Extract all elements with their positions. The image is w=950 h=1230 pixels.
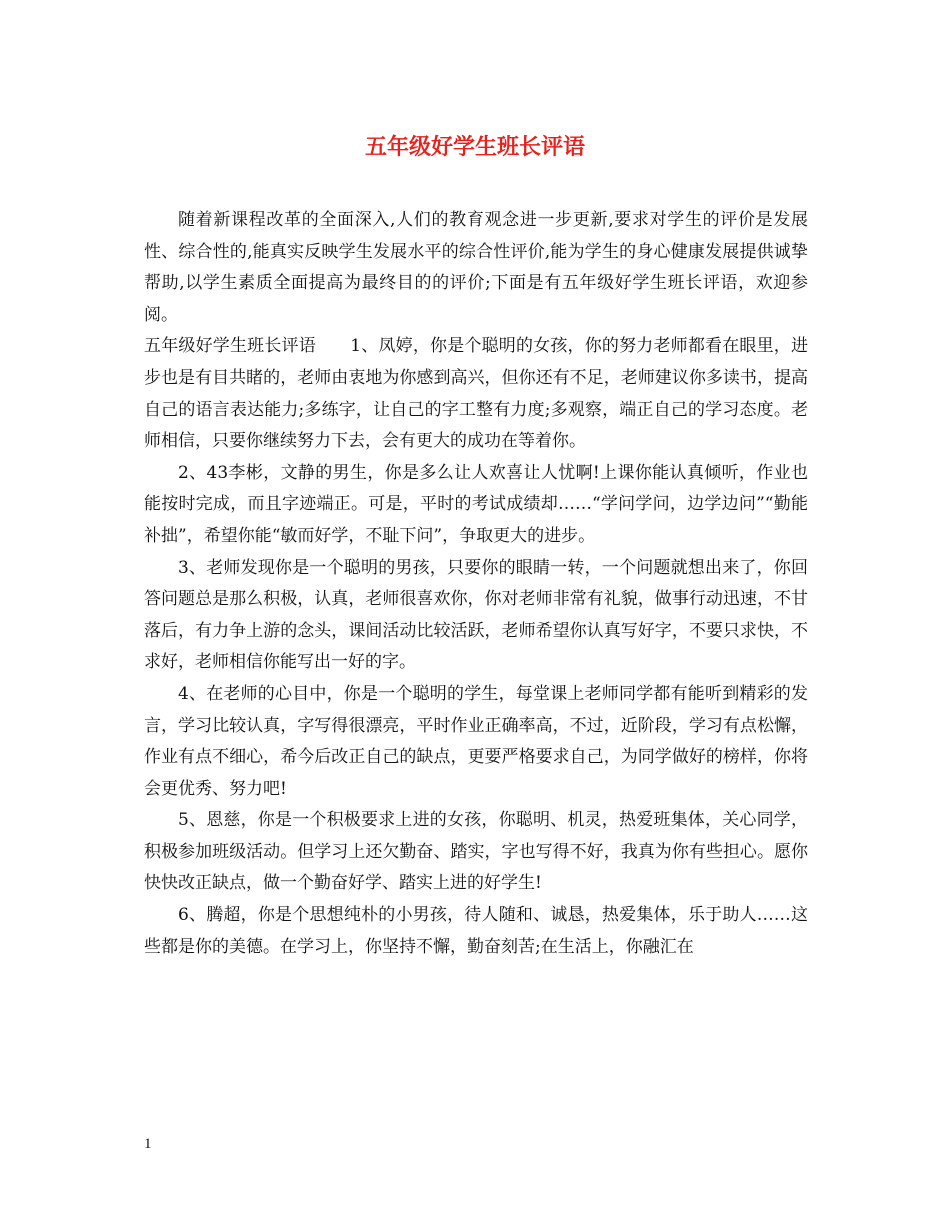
comment-paragraph-1: 五年级好学生班长评语 1、凤婷，你是个聪明的女孩，你的努力老师都看在眼里，进步也是有目共睹的，老师由衷地为你感到高兴，但你还有不足，老师建议你多读书，提高自己的语言表达能力;多练字，让自己的字工整有力度;多观察，端正自己的学习态度。老师相信，只要你继续努力下去，会有更大的成功在等着你。 <box>144 336 808 452</box>
comment-paragraph-4: 4、在老师的心目中，你是一个聪明的学生，每堂课上老师同学都有能听到精彩的发言，学习比较认真，字写得很漂亮，平时作业正确率高，不过，近阶段，学习有点松懈，作业有点不细心，希今后改正自己的缺点，更要严格要求自己，为同学做好的榜样，你将会更优秀、努力吧! <box>144 683 808 799</box>
comment-paragraph-5: 5、恩慈，你是一个积极要求上进的女孩，你聪明、机灵，热爱班集体，关心同学，积极参加班级活动。但学习上还欠勤奋、踏实，字也写得不好，我真为你有些担心。愿你快快改正缺点，做一个勤奋好学、踏实上进的好学生! <box>144 810 808 894</box>
comment-paragraph-3: 3、老师发现你是一个聪明的男孩，只要你的眼睛一转，一个问题就想出来了，你回答问题总是那么积极，认真，老师很喜欢你，你对老师非常有礼貌，做事行动迅速，不甘落后，有力争上游的念头，课间活动比较活跃，老师希望你认真写好字，不要只求快，不求好，老师相信你能写出一好的字。 <box>144 557 808 673</box>
comment-paragraph-2: 2、43李彬，文静的男生，你是多么让人欢喜让人忧啊!上课你能认真倾听，作业也能按时完成，而且字迹端正。可是，平时的考试成绩却……“学问学问，边学边问”“勤能补拙”，希望你能“敏而好学，不耻下问”，争取更大的进步。 <box>144 462 808 546</box>
comment-paragraph-6: 6、腾超，你是个思想纯朴的小男孩，待人随和、诚恳，热爱集体，乐于助人……这些都是你的美德。在学习上，你坚持不懈，勤奋刻苦;在生活上，你融汇在 <box>144 905 808 957</box>
intro-paragraph: 随着新课程改革的全面深入,人们的教育观念进一步更新,要求对学生的评价是发展性、综合性的,能真实反映学生发展水平的综合性评价,能为学生的身心健康发展提供诚挚帮助,以学生素质全面提高为最终目的的评价;下面是有五年级好学生班长评语，欢迎参阅。 <box>144 210 808 325</box>
page-number: 1 <box>144 1136 152 1152</box>
document-body <box>144 205 808 963</box>
document-title: 五年级好学生班长评语 <box>364 134 585 160</box>
